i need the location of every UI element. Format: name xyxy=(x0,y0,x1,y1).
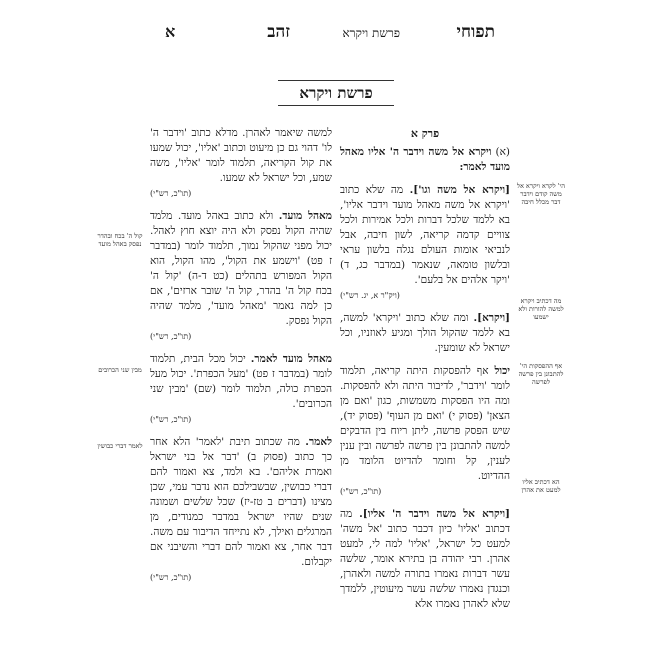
margin-gloss: קול ה' בכח ובהדר נפסק באהל מועד xyxy=(97,232,143,248)
margin-gloss: אף ההפסקות הי' להתבונן בין פרשה לפרשה xyxy=(518,362,564,386)
continuation-column xyxy=(150,126,332,593)
commentary-paragraph xyxy=(340,183,510,303)
source-citation: (תו"כ, רש"י) xyxy=(150,332,192,341)
commentary-paragraph xyxy=(150,352,332,427)
commentary-paragraph xyxy=(150,126,332,201)
margin-gloss: לאמר דברי כבושין xyxy=(97,442,143,450)
source-citation: (תו"כ, רש"י) xyxy=(340,487,382,496)
header-title: תפוחי xyxy=(456,22,495,42)
commentary-text: למשה שיאמר לאהרן. מדלא כתוב 'וידבר ה' לו' דהוי גם כן מיעוט וכתוב 'אליו', יכול שמעו את קול הקריאה, תלמוד לומר 'אליו', משה שמע, וכל ישראל לא שמעו. xyxy=(150,127,332,184)
source-citation: (תו"כ, רש"י) xyxy=(150,189,192,198)
page-number: א xyxy=(165,22,176,41)
chapter-heading: פרק א xyxy=(410,127,440,140)
dibbur-hamatchil: לאמר. xyxy=(305,436,332,448)
source-citation: (ויק"ר א, יג. רש"י) xyxy=(340,291,400,300)
header-subtitle: זהב xyxy=(267,22,290,42)
margin-gloss: מה דכתיב ויקרא למשה להורות ולא ישמעו xyxy=(518,297,564,321)
dibbur-hamatchil: מאהל מועד. xyxy=(278,210,333,222)
header-parsha: פרשת ויקרא xyxy=(342,26,400,40)
verse-label: (א) xyxy=(495,146,510,158)
source-citation: (תו"כ, רש"י) xyxy=(150,415,192,424)
commentary-text: מה שכתוב תיבת 'לאמר' הלא אחר כך כתוב (פסוק ב) 'דבר אל בני ישראל ואמרת אליהם'. בא ולמד, צא ואמור להם דברי כבושין, שבשבילכם הוא נדבר עמי, שכן מצינו (דברים ב טז-יז) שכל שלשים ושמונה שנים שהיו ישראל במדבר כמנודים, מן המרגלים ואילך, לא נתייחד הדיבור עם משה. דבר אחר, צא ואמור להם דברי והשיבני אם יקבלום. xyxy=(150,436,332,568)
commentary-text: ולא כתוב באהל מועד. מלמד שהיה הקול נפסק ולא היה יוצא חוץ לאהל. יכול מפני שהקול נמוך, תלמוד לומר (במדבר ז פט) 'וישמע את הקול', מהו הקול, הוא הקול המפורש בתהלים (כט ד-ה) 'קול ה' בכח קול ה' בהדר, קול ה' שובר ארזים', אם כן למה נאמר 'מאהל מועד', מלמד שהיה הקול נפסק. xyxy=(150,210,332,327)
main-text-column xyxy=(340,126,510,620)
commentary-paragraph xyxy=(340,364,510,499)
commentary-paragraph xyxy=(340,311,510,356)
margin-gloss: הא דכתיב אליו למעט את אהרן xyxy=(521,478,561,494)
dibbur-hamatchil: [ויקרא אל משה וגו']. xyxy=(409,184,510,196)
commentary-text: ומה שלא כתוב 'ויקרא' למשה, בא ללמד שהקול הולך ומגיע לאוזניו, וכל ישראל לא שומעין. xyxy=(340,312,510,354)
verse xyxy=(340,145,510,175)
commentary-text: מה דכתוב 'אליו' כיון דכבר כתוב 'אל משה' למעט כל ישראל, 'אליו' למה לי, למעט אהרן. רבי יהודה בן בתירא אומר, שלשה עשר דברות נאמרו בתורה למשה ולאהרן, וכנגדן נאמרו שלשה עשר מיעוטין, ללמדך שלא לאהרן נאמרו אלא xyxy=(340,508,510,610)
dibbur-hamatchil: [ויקרא]. xyxy=(473,312,511,324)
verse-text: ויקרא אל משה וידבר ה' אליו מאהל מועד לאמר: xyxy=(340,146,510,173)
parsha-title: פרשת ויקרא xyxy=(278,80,394,106)
commentary-paragraph xyxy=(340,507,510,612)
commentary-paragraph xyxy=(150,435,332,585)
commentary-text: יכול מכל הבית, תלמוד לומר (במדבר ז פט) 'מעל הכפרת'. יכול מעל הכפרת כולה, תלמוד לומר (שם) 'מבין שני הכרובים'. xyxy=(150,353,332,410)
source-citation: (תו"כ, רש"י) xyxy=(150,573,192,582)
dibbur-hamatchil: מאהל מועד לאמר. xyxy=(250,353,332,365)
dibbur-hamatchil: יכול xyxy=(494,365,510,377)
commentary-text: מה שלא כתוב 'ויקרא אל משה מאהל מועד וידבר אליו', בא ללמד שלכל דברות ולכל אמירות ולכל צוויים קדמה קריאה, לשון חיבה, אבל לנביאי אומות העולם נגלה בלשון עראי ובלשון טומאה, שנאמר (במדבר כג, ד) 'ויקר אלהים אל בלעם'. xyxy=(340,184,510,286)
running-header xyxy=(165,22,495,46)
margin-gloss: מבין שני הכרובים xyxy=(98,366,142,374)
commentary-paragraph xyxy=(150,209,332,344)
dibbur-hamatchil: [ויקרא אל משה וידבר ה' אליו]. xyxy=(359,508,511,520)
commentary-text: אף להפסקות היתה קריאה, תלמוד לומר 'וידבר', לדיבור היתה ולא להפסקות. ומה היו הפסקות משמשות, כגון 'ואם מן הצאן' (פסוק י) 'ואם מן העוף' (פסוק יד), שיש הפסק פרשה, ליתן ריוח בין הדבקים למשה להתבונן בין פרשה לפרשה ובין ענין לענין, קל וחומר להדיוט הלומד מן ההדיוט. xyxy=(340,365,510,482)
margin-gloss: הי' לקרא ויקרא אל משה קודם וידבר דבר מכלל חיבה xyxy=(517,182,565,206)
